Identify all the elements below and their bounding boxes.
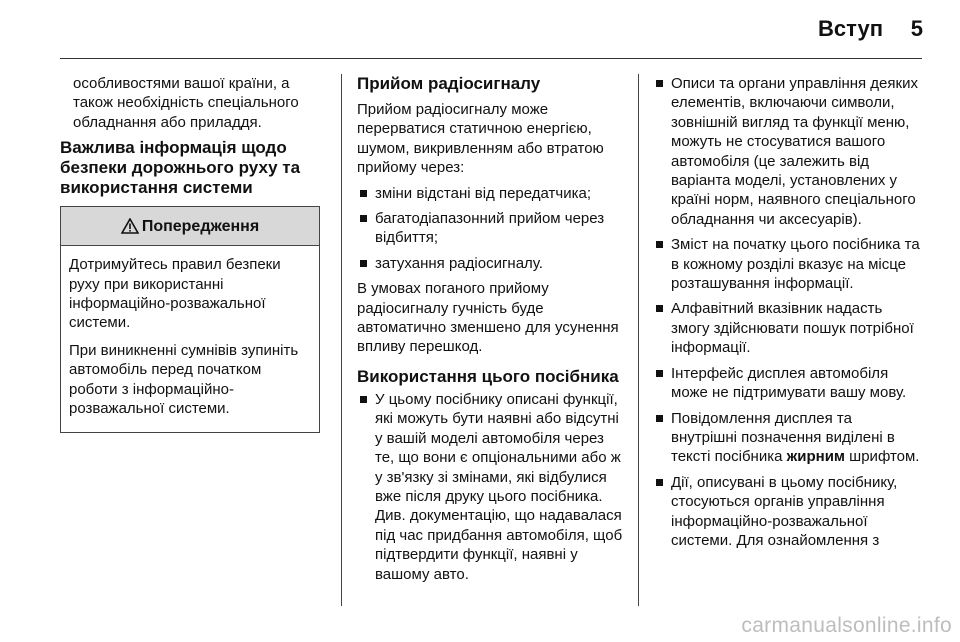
list-item: зміни відстані від передатчика;	[357, 184, 625, 203]
radio-heading: Прийом радіосигналу	[357, 74, 541, 93]
list-item: Дії, описувані в цьому посібнику, стосуються органів управління інформаційно-розважальної системи. Для ознайомлення з	[653, 473, 921, 551]
list-item: багатодіапазонний прийом через відбиття;	[357, 209, 625, 248]
column-divider-2	[638, 74, 639, 606]
warning-paragraph-1: Дотримуйтесь правил безпеки руху при використанні інформаційно-розважальної системи.	[69, 256, 281, 332]
warning-triangle-icon	[121, 218, 139, 234]
column-1	[62, 74, 324, 433]
poor-reception-paragraph: В умовах поганого прийому радіосигналу гучність буде автоматично зменшено для усунення впливу перешкод.	[357, 280, 619, 356]
manual-usage-heading: Використання цього посібника	[357, 366, 619, 386]
column-divider-1	[341, 74, 342, 606]
radio-paragraph: Прийом радіосигналу може перерватися статичною енергією, шумом, викривленням або втратою прийому через:	[357, 101, 604, 177]
bullet-square-icon	[656, 370, 663, 377]
bullet-square-icon	[656, 415, 663, 422]
bullet-square-icon	[360, 260, 367, 267]
radio-list	[357, 184, 625, 274]
list-item: Описи та органи управління деяких елементів, включаючи символи, зовнішній вигляд та функції меню, можуть не стосуватися вашого автомобіля (це залежить від варіанта моделі, установлених у країні норм, наявного спеціального обладнання чи аксесуарів).	[653, 74, 921, 229]
warning-body	[61, 246, 319, 432]
bullet-square-icon	[656, 479, 663, 486]
list-item: Повідомлення дисплея та внутрішні позначення виділені в тексті посібника жирним шрифтом.	[653, 409, 921, 467]
watermark: carmanualsonline.info	[741, 614, 952, 637]
bullet-square-icon	[656, 80, 663, 87]
bullet-square-icon	[656, 241, 663, 248]
list-item: Зміст на початку цього посібника та в кожному розділі вказує на місце розташування інформації.	[653, 235, 921, 293]
manual-usage-list	[357, 390, 625, 584]
warning-box	[60, 206, 320, 433]
page-number: 5	[910, 16, 923, 41]
warning-title: Попередження	[141, 217, 260, 235]
column-3	[653, 74, 921, 556]
section-title: Вступ	[818, 16, 883, 41]
warning-paragraph-2: При виникненні сумнівів зупиніть автомобіль перед початком роботи з інформаційно-розважальної системи.	[69, 341, 299, 418]
bullet-square-icon	[360, 190, 367, 197]
warning-header	[61, 207, 319, 246]
manual-notes-list	[653, 74, 921, 550]
header-divider	[60, 58, 922, 59]
list-item: Алфавітний вказівник надасть змогу здійснювати пошук потрібної інформації.	[653, 299, 921, 357]
bold-word: жирним	[786, 448, 846, 466]
safety-heading: Важлива інформація щодо безпеки дорожнього руху та використання системи	[60, 138, 301, 198]
bullet-square-icon	[656, 305, 663, 312]
bullet-square-icon	[360, 215, 367, 222]
bullet-square-icon	[360, 396, 367, 403]
list-item: затухання радіосигналу.	[357, 254, 625, 273]
page-header	[0, 0, 960, 58]
column-2	[357, 74, 625, 590]
intro-paragraph: особливостями вашої країни, а також необхідність спеціального обладнання або приладдя.	[73, 75, 299, 131]
list-item: У цьому посібнику описані функції, які можуть бути наявні або відсутні у вашій моделі автомобіля через те, що вони є опціональними або ж у зв'язку зі змінами, які відбулися вже після друку цього посібника. Див. документацію, що надавалася під час придбання автомобіля, щоб підтвердити функції, наявні у вашому авто.	[357, 390, 625, 584]
list-item: Інтерфейс дисплея автомобіля може не підтримувати вашу мову.	[653, 364, 921, 403]
